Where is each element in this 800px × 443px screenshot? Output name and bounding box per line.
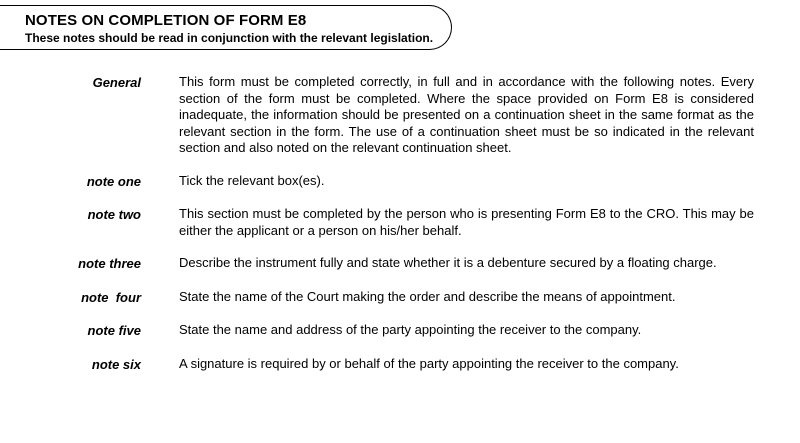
note-text: Tick the relevant box(es). bbox=[179, 172, 325, 188]
note-label: General bbox=[92, 75, 141, 90]
note-five bbox=[0, 322, 800, 340]
note-three bbox=[0, 255, 800, 273]
page-title: NOTES ON COMPLETION OF FORM E8 bbox=[25, 12, 307, 29]
note-text: Describe the instrument fully and state whether it is a debenture secured by a floating charge. bbox=[179, 255, 717, 270]
note-label: note one bbox=[86, 173, 141, 189]
note-label: note six bbox=[91, 356, 141, 372]
note-text: State the name and address of the party appointing the receiver to the company. bbox=[179, 322, 642, 337]
note-four bbox=[0, 289, 800, 307]
note-text: State the name of the Court making the order and describe the means of appointment. bbox=[179, 288, 676, 304]
note-text: This form must be completed correctly, in full and in accordance with the following notes. Every section of the form must be completed. Where the space provided on Form E8 is considered inadequate, the information should be presented on a continuation sheet in the same format as the relevant section in the form. The use of a continuation sheet must be so indicated in the relevant section and also noted on the relevant continuation sheet. bbox=[179, 74, 754, 155]
note-text: This section must be completed by the person who is presenting Form E8 to the CRO. This may be either the applicant or a person on his/her behalf. bbox=[179, 206, 754, 238]
note-label: note two bbox=[87, 207, 141, 222]
note-label: note four bbox=[81, 289, 141, 305]
note-text: A signature is required by or behalf of the party appointing the receiver to the company. bbox=[179, 355, 679, 371]
page-subtitle: These notes should be read in conjunction with the relevant legislation. bbox=[25, 31, 434, 45]
note-one bbox=[0, 173, 800, 191]
note-label: note three bbox=[78, 256, 141, 271]
note-six bbox=[0, 356, 800, 374]
notes-list bbox=[0, 74, 800, 389]
note-two bbox=[0, 206, 800, 239]
note-general bbox=[0, 74, 800, 157]
note-label: note five bbox=[87, 323, 141, 338]
